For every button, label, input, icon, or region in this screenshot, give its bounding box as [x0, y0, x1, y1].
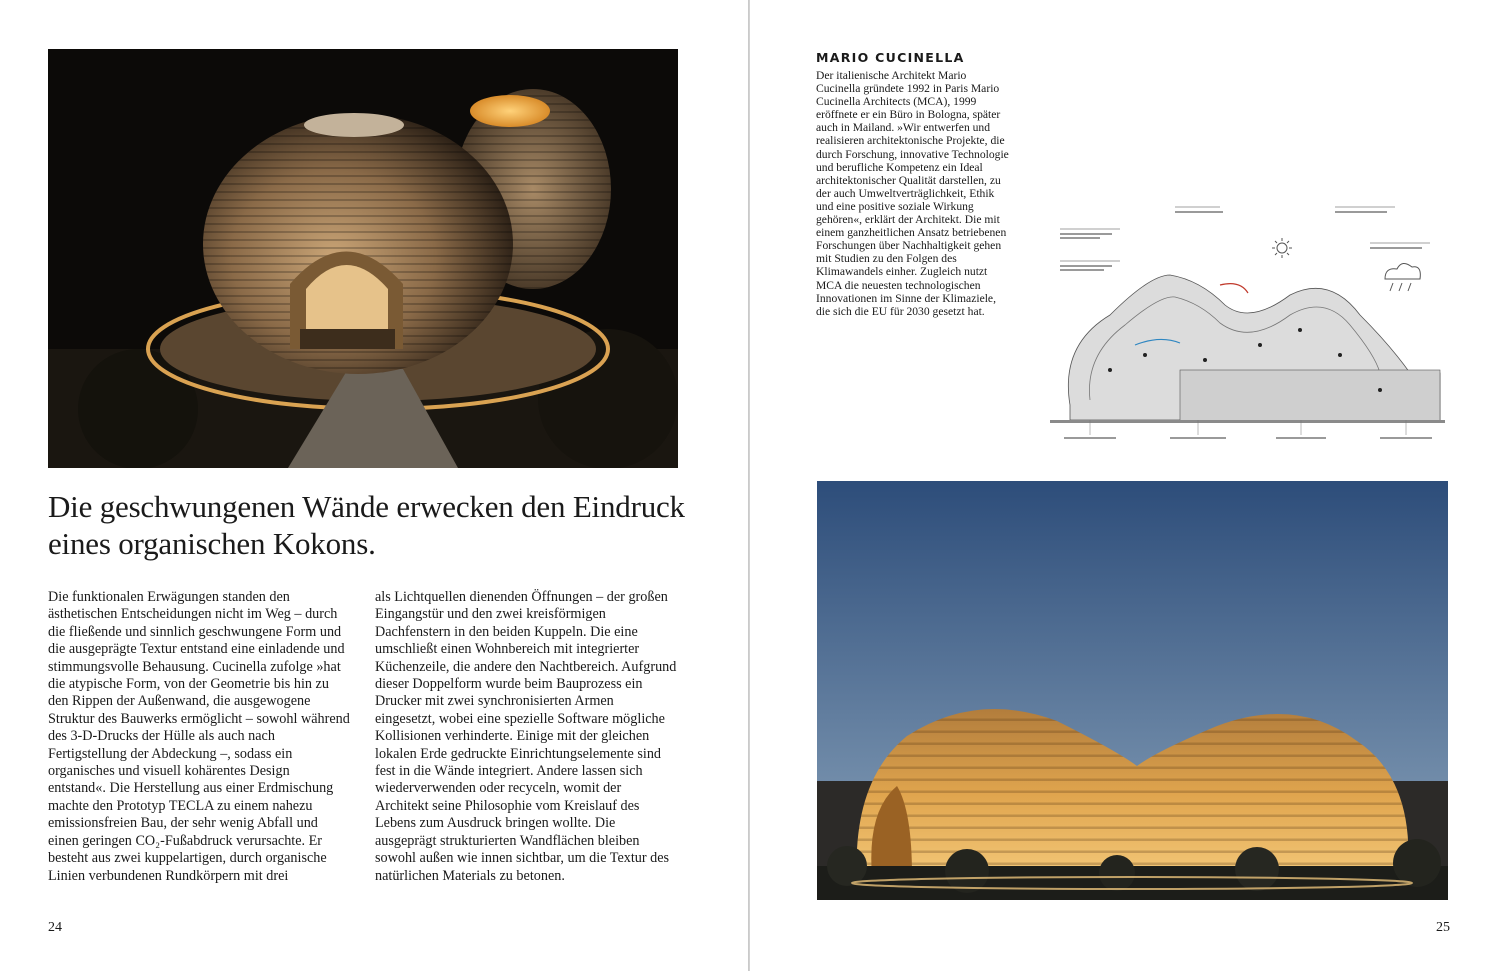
body-text-column-2: als Lichtquellen dienenden Öffnungen – der großen Eingangstür und den zwei kreisförmigen Dachfenstern in den beiden Kuppeln. Die eine umschließt einen Wohnbereich mit integrierter Küchenzeile, die andere den Nachtbereich. Aufgrund dieser Doppelform wurde beim Bauprozess ein Drucker mit zwei synchronisierten Armen eingesetzt, wobei eine spezielle Software mögliche Kollisionen verhinderte. Einige mit der gleichen lokalen Erde gedruckte Einrichtungselemente sind fest in die Wände integriert. Andere lassen sich wiederverwenden oder recyceln, womit der Architekt seine Philosophie vom Kreislauf des Lebens zum Ausdruck bringen wollte. Die ausgeprägt strukturierten Wandflächen bleiben sowohl außen wie innen sichtbar, um die Textur des natürlichen Materials zu betonen. — [375, 589, 677, 884]
page-number-right: 25 — [1436, 920, 1450, 935]
left-page — [0, 0, 748, 971]
right-page — [750, 0, 1500, 971]
photo-night-domes — [48, 49, 678, 468]
cloud-rain-icon — [1385, 263, 1420, 291]
bio-text: Der italienische Architekt Mario Cucinella gründete 1992 in Paris Mario Cucinella Architects (MCA), 1999 eröffnete er ein Büro in Bologna, später auch in Mailand. »Wir entwerfen und realisieren architektonische Projekte, die durch Forschung, innovative Technologie und berufliche Kompetenz ein Ideal architektonischer Qualität darstellen, zu der auch Umweltverträglichkeit, Ethik und eine positive soziale Wirkung gehören«, erklärt der Architekt. Die mit einem ganzheitlichen Ansatz betriebenen Forschungen über Nachhaltigkeit gehen mit Studien zu den Folgen des Klimawandels einher. Zugleich nutzt MCA die neuesten technologischen Innovationen im Sinne der Klimaziele, die sich die EU für 2030 gesetzt hat. — [816, 69, 1009, 318]
sun-icon — [1272, 238, 1292, 258]
section-diagram — [1050, 195, 1450, 450]
photo-dusk-domes — [817, 481, 1448, 900]
headline: Die geschwungenen Wände erwecken den Eindruck eines organischen Kokons. — [48, 489, 685, 561]
bio-heading: MARIO CUCINELLA — [816, 50, 965, 65]
body-text-column-1: Die funktionalen Erwägungen standen den ästhetischen Entscheidungen nicht im Weg – durch die fließende und sinnlich geschwungene Form und die ausgeprägte Textur entstand eine einladende und stimmungsvolle Behausung. Cucinella zufolge »hat die atypische Form, von der Geometrie bis hin zu den Rippen der Außenwand, die ausgewogene Struktur des Bauwerks ermöglicht – sowohl während des 3-D-Drucks der Hülle als auch nach Fertigstellung der Abdeckung –, sodass ein organisches und visuell kohärentes Design entstand«. Die Herstellung aus einer Erdmischung machte den Prototyp TECLA zu einem nahezu emissionsfreien Bau, der sehr wenig Abfall und einen geringen CO₂-Fußabdruck verursachte. Er besteht aus zwei kuppelartigen, durch organische Linien verbundenen Rundkörpern mit drei — [48, 589, 350, 884]
page-number-left: 24 — [48, 920, 62, 935]
